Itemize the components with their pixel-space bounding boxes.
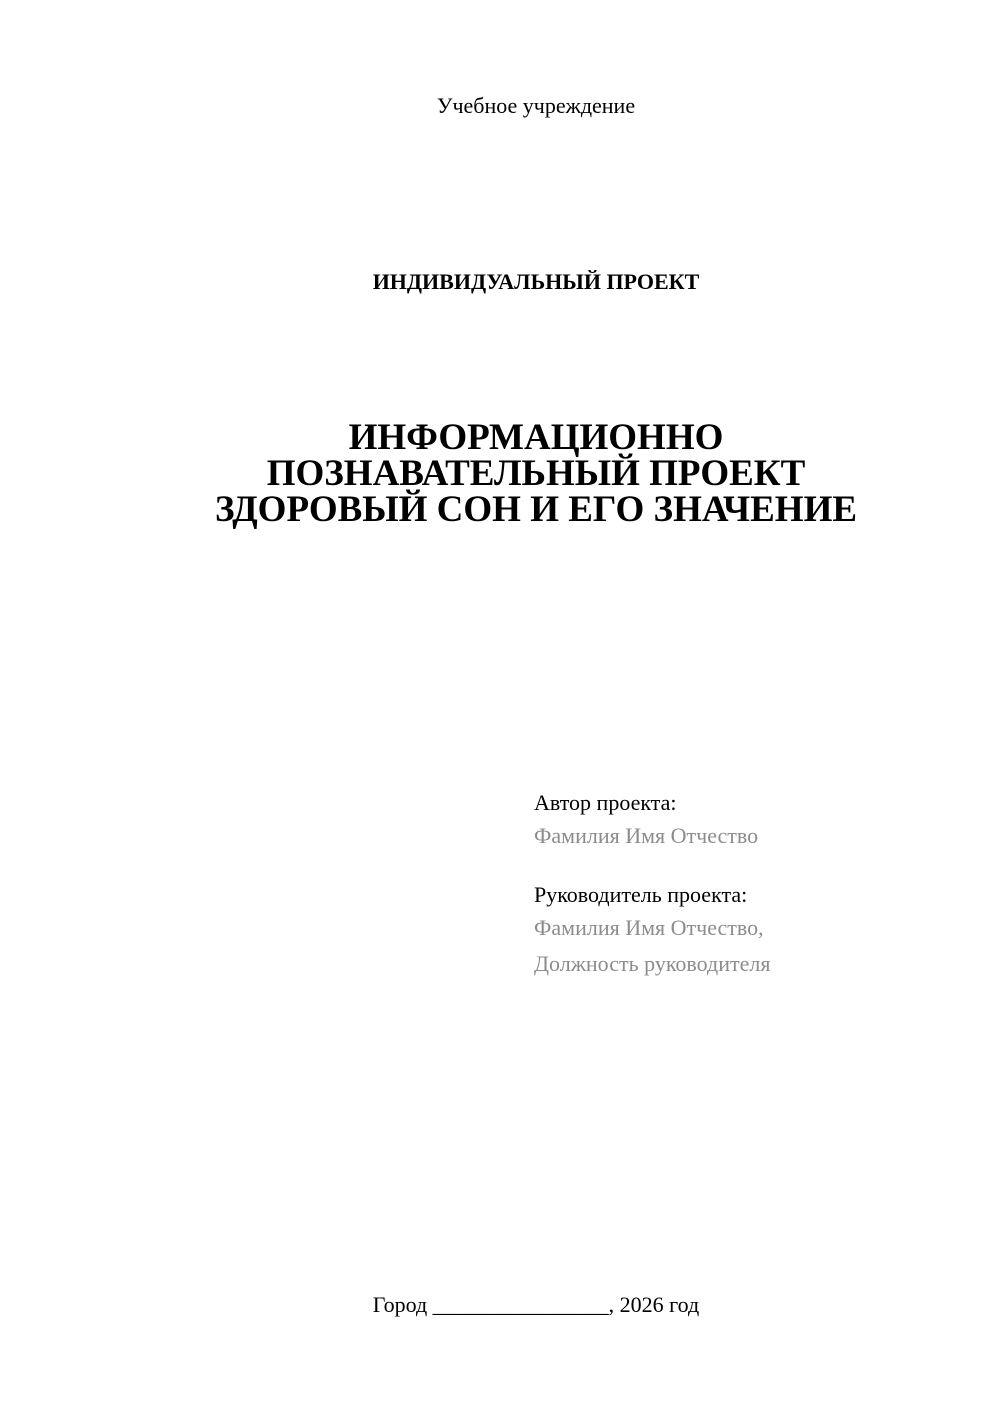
supervisor-name: Фамилия Имя Отчество, bbox=[534, 915, 764, 940]
city-year-line: Город ________________, 2026 год bbox=[372, 1292, 700, 1317]
supervisor-label: Руководитель проекта: bbox=[534, 882, 748, 907]
author-name: Фамилия Имя Отчество bbox=[534, 823, 759, 848]
project-title bbox=[0, 417, 1000, 530]
institution-name: Учебное учреждение bbox=[436, 93, 636, 118]
project-info bbox=[534, 788, 974, 982]
supervisor-block bbox=[534, 880, 974, 982]
supervisor-position: Должность руководителя bbox=[534, 951, 771, 976]
author-label: Автор проекта: bbox=[534, 790, 677, 815]
title-line-3: ЗДОРОВЫЙ СОН И ЕГО ЗНАЧЕНИЕ bbox=[214, 489, 858, 530]
document-type: ИНДИВИДУАЛЬНЫЙ ПРОЕКТ bbox=[372, 269, 700, 294]
title-line-2: ПОЗНАВАТЕЛЬНЫЙ ПРОЕКТ bbox=[266, 453, 806, 494]
author-block bbox=[534, 788, 974, 854]
title-line-1: ИНФОРМАЦИОННО bbox=[348, 417, 724, 458]
